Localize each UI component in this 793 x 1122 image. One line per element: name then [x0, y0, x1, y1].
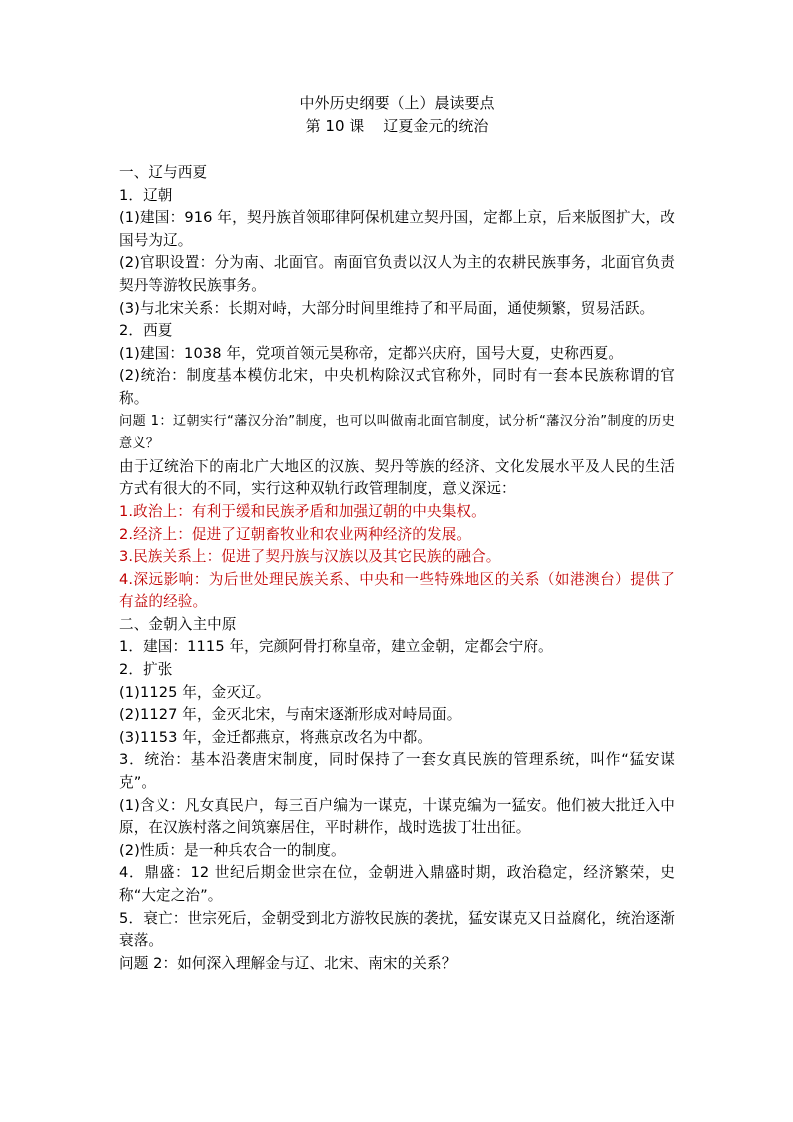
answer-intro: 由于辽统治下的南北广大地区的汉族、契丹等族的经济、文化发展水平及人民的生活方式有很大的不同，实行这种双轨行政管理制度，意义深远：	[119, 457, 675, 498]
section-heading: 二、金朝入主中原	[119, 615, 237, 633]
subsection-heading: 2．西夏	[119, 322, 173, 340]
subsection-heading: 1．辽朝	[119, 186, 173, 204]
paragraph: (1)含义：凡女真民户，每三百户编为一谋克，十谋克编为一猛安。他们被大批迁入中原，在汉族村落之间筑寨居住，平时耕作，战时选拔丁壮出征。	[119, 796, 675, 837]
paragraph: (1)建国：916 年，契丹族首领耶律阿保机建立契丹国，定都上京，后来版图扩大，改国号为辽。	[119, 209, 675, 249]
paragraph: 1．建国：1115 年，完颜阿骨打称皇帝，建立金朝，定都会宁府。	[119, 638, 553, 656]
lesson-title: 第 10 课 辽夏金元的统治	[305, 117, 489, 135]
paragraph: (1)1125 年，金灭辽。	[119, 683, 271, 701]
section-heading: 一、辽与西夏	[119, 164, 208, 181]
subsection-heading: 2．扩张	[119, 661, 173, 679]
question: 问题 2：如何深入理解金与辽、北宋、南宋的关系？	[119, 954, 457, 972]
paragraph: 5．衰亡：世宗死后，金朝受到北方游牧民族的袭扰，猛安谋克又日益腐化，统治逐渐衰落。	[119, 909, 675, 950]
answer-point: 2.经济上：促进了辽朝畜牧业和农业两种经济的发展。	[119, 525, 472, 543]
paragraph: 3．统治：基本沿袭唐宋制度，同时保持了一套女真民族的管理系统，叫作“猛安谋克”。	[119, 751, 675, 792]
paragraph: (2)统治：制度基本模仿北宋，中央机构除汉式官称外，同时有一套本民族称谓的官称。	[119, 367, 675, 407]
document-page	[119, 92, 675, 975]
question: 问题 1：辽朝实行“藩汉分治”制度，也可以叫做南北面官制度，试分析“藩汉分治”制度的历史意义？	[119, 413, 675, 452]
paragraph: (3)与北宋关系：长期对峙，大部分时间里维持了和平局面，通使频繁，贸易活跃。	[119, 299, 655, 317]
paragraph: (3)1153 年，金迁都燕京，将燕京改名为中都。	[119, 728, 433, 746]
paragraph: (2)官职设置：分为南、北面官。南面官负责以汉人为主的农耕民族事务，北面官负责契丹等游牧民族事务。	[119, 254, 675, 294]
paragraph: (2)性质：是一种兵农合一的制度。	[119, 841, 346, 859]
page-title: 中外历史纲要（上）晨读要点	[299, 94, 495, 112]
answer-point: 4.深远影响：为后世处理民族关系、中央和一些特殊地区的关系（如港澳台）提供了有益的经验。	[119, 570, 675, 611]
paragraph: 4．鼎盛：12 世纪后期金世宗在位，金朝进入鼎盛时期，政治稳定，经济繁荣，史称“大定之治”。	[119, 864, 675, 904]
answer-point: 3.民族关系上：促进了契丹族与汉族以及其它民族的融合。	[119, 548, 501, 566]
paragraph: (2)1127 年，金灭北宋，与南宋逐渐形成对峙局面。	[119, 706, 462, 724]
paragraph: (1)建国：1038 年，党项首领元昊称帝，定都兴庆府，国号大夏，史称西夏。	[119, 344, 624, 362]
answer-point: 1.政治上：有利于缓和民族矛盾和加强辽朝的中央集权。	[119, 502, 486, 520]
